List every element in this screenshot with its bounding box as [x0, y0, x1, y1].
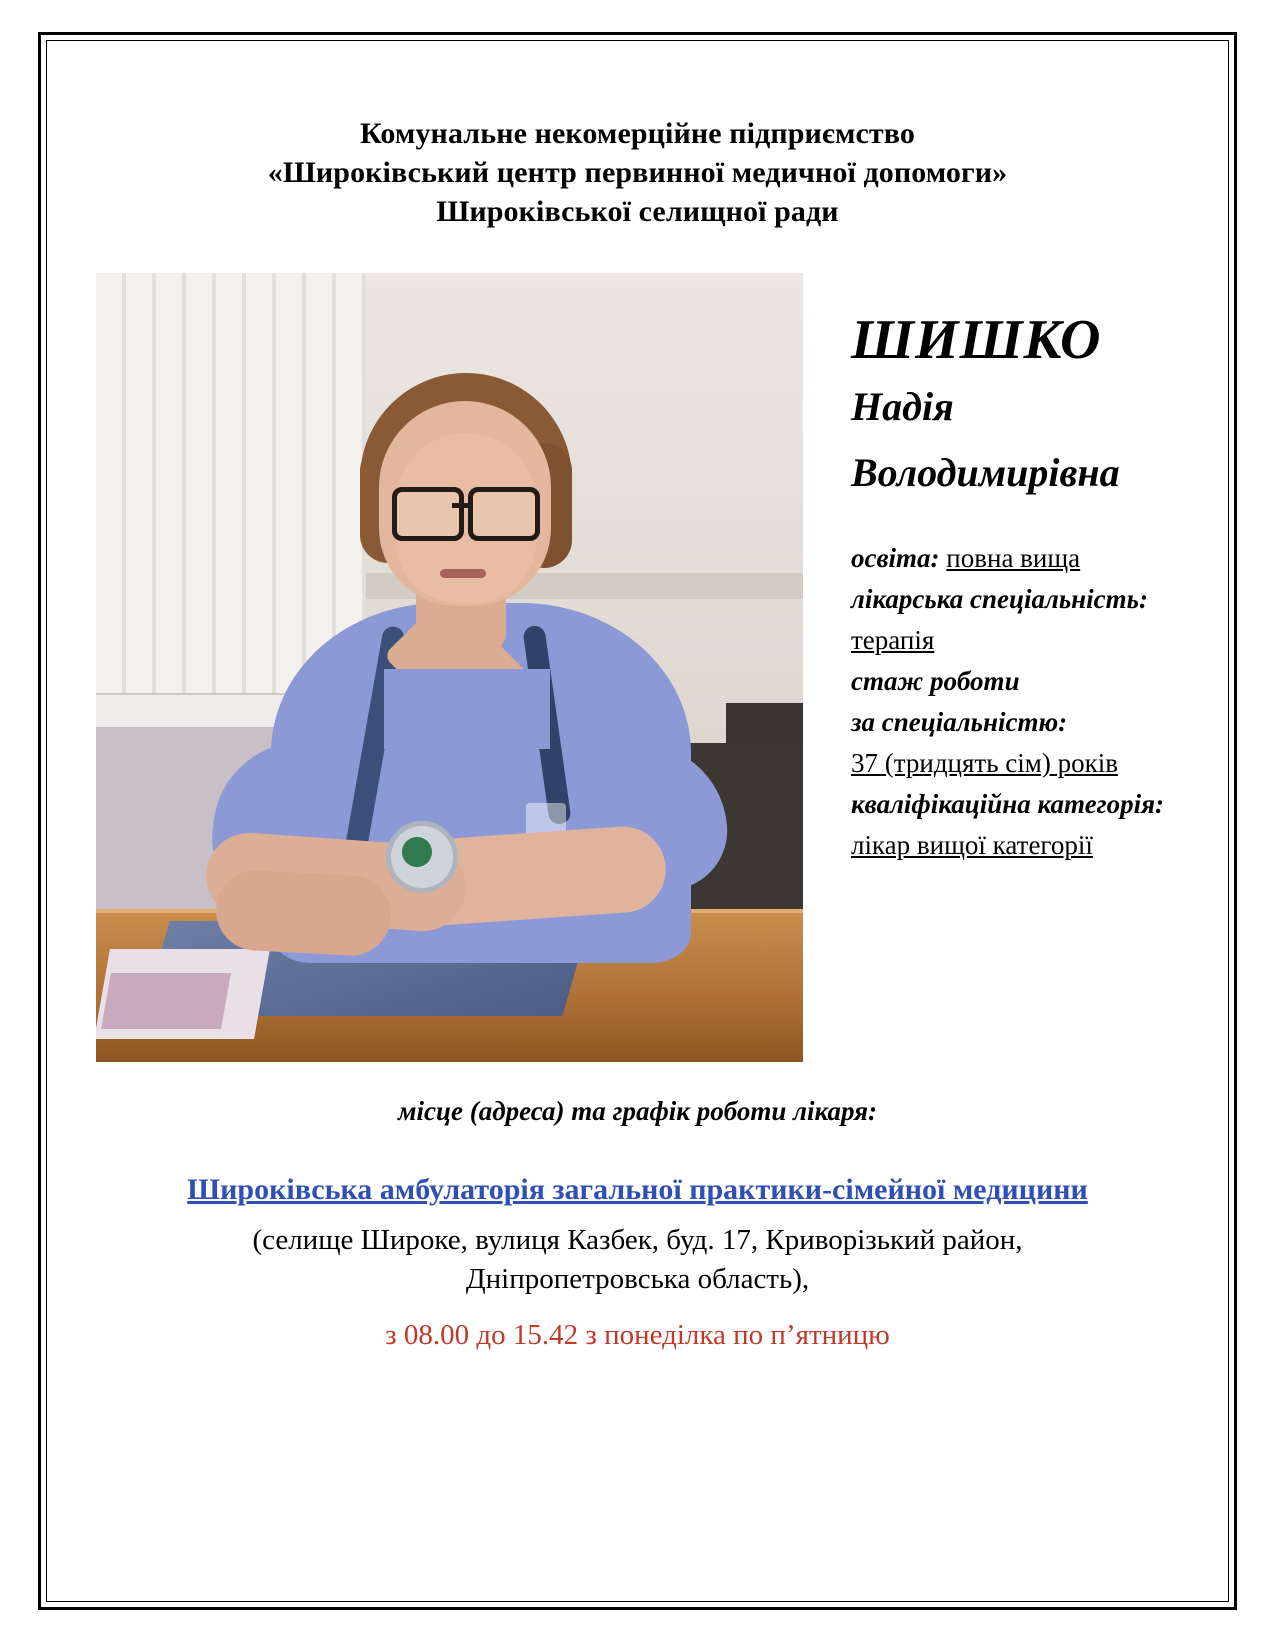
- detail-specialty-label: лікарська спеціальність:: [851, 583, 1148, 614]
- clinic-name-link[interactable]: Широківська амбулаторія загальної практики-сімейної медицини: [187, 1173, 1088, 1206]
- clinic-address-line-2: Дніпропетровська область),: [465, 1263, 810, 1296]
- detail-education-label: освіта:: [851, 542, 940, 573]
- detail-experience-label-row: [851, 661, 1205, 702]
- detail-category-label: кваліфікаційна категорія:: [851, 788, 1165, 819]
- doctor-surname: ШИШКО: [851, 309, 1102, 371]
- doctor-info: [803, 273, 1215, 866]
- doctor-patronymic: Володимирівна: [851, 449, 1120, 495]
- poster-content: [60, 52, 1215, 1590]
- organization-line-2: «Широківський центр первинної медичної допомоги»: [267, 156, 1008, 189]
- doctor-photo: [96, 273, 803, 1062]
- organization-line-1: Комунальне некомерційне підприємство: [360, 117, 915, 150]
- photo-uniform-collar-mask: [384, 669, 550, 749]
- organization-line-3: Широківської селищної ради: [436, 195, 839, 228]
- detail-education-value: повна вища: [946, 542, 1081, 573]
- schedule-heading: місце (адреса) та графік роботи лікаря:: [397, 1096, 878, 1126]
- detail-experience-value-row: [851, 743, 1205, 784]
- detail-category-label-row: [851, 784, 1205, 825]
- doctor-details: [851, 538, 1205, 866]
- doctor-photo-wrap: [96, 273, 803, 1062]
- photo-stethoscope-badge: [402, 837, 432, 867]
- photo-doctor-mouth: [440, 569, 486, 578]
- photo-glasses-left-lens: [392, 487, 464, 541]
- organization-title: [60, 114, 1215, 231]
- detail-education: [851, 538, 1205, 579]
- detail-experience-specialty-row: [851, 702, 1205, 743]
- doctor-first-name: Надія: [851, 383, 954, 429]
- photo-doctor-hands: [214, 868, 393, 957]
- photo-papers-pink: [101, 973, 231, 1029]
- clinic-address: [60, 1221, 1215, 1299]
- detail-specialty-value: терапія: [851, 624, 935, 655]
- detail-category-value: лікар вищої категорії: [851, 830, 1093, 861]
- clinic-address-line-1: (селище Широке, вулиця Казбек, буд. 17, Криворізький район,: [252, 1224, 1023, 1256]
- doctor-section: [60, 273, 1215, 1062]
- photo-glasses-right-lens: [468, 487, 540, 541]
- detail-category-value-row: [851, 825, 1205, 866]
- photo-glasses-bridge: [452, 503, 470, 508]
- working-hours: з 08.00 до 15.42 з понеділка по п’ятницю: [385, 1319, 890, 1352]
- photo-window-blinds: [96, 273, 366, 693]
- detail-specialty-label-row: [851, 579, 1205, 620]
- detail-experience-specialty-label: за спеціальністю:: [851, 706, 1068, 737]
- detail-experience-label: стаж роботи: [851, 665, 1020, 696]
- detail-specialty-value-row: [851, 620, 1205, 661]
- detail-experience-value: 37 (тридцять сім) років: [851, 747, 1118, 778]
